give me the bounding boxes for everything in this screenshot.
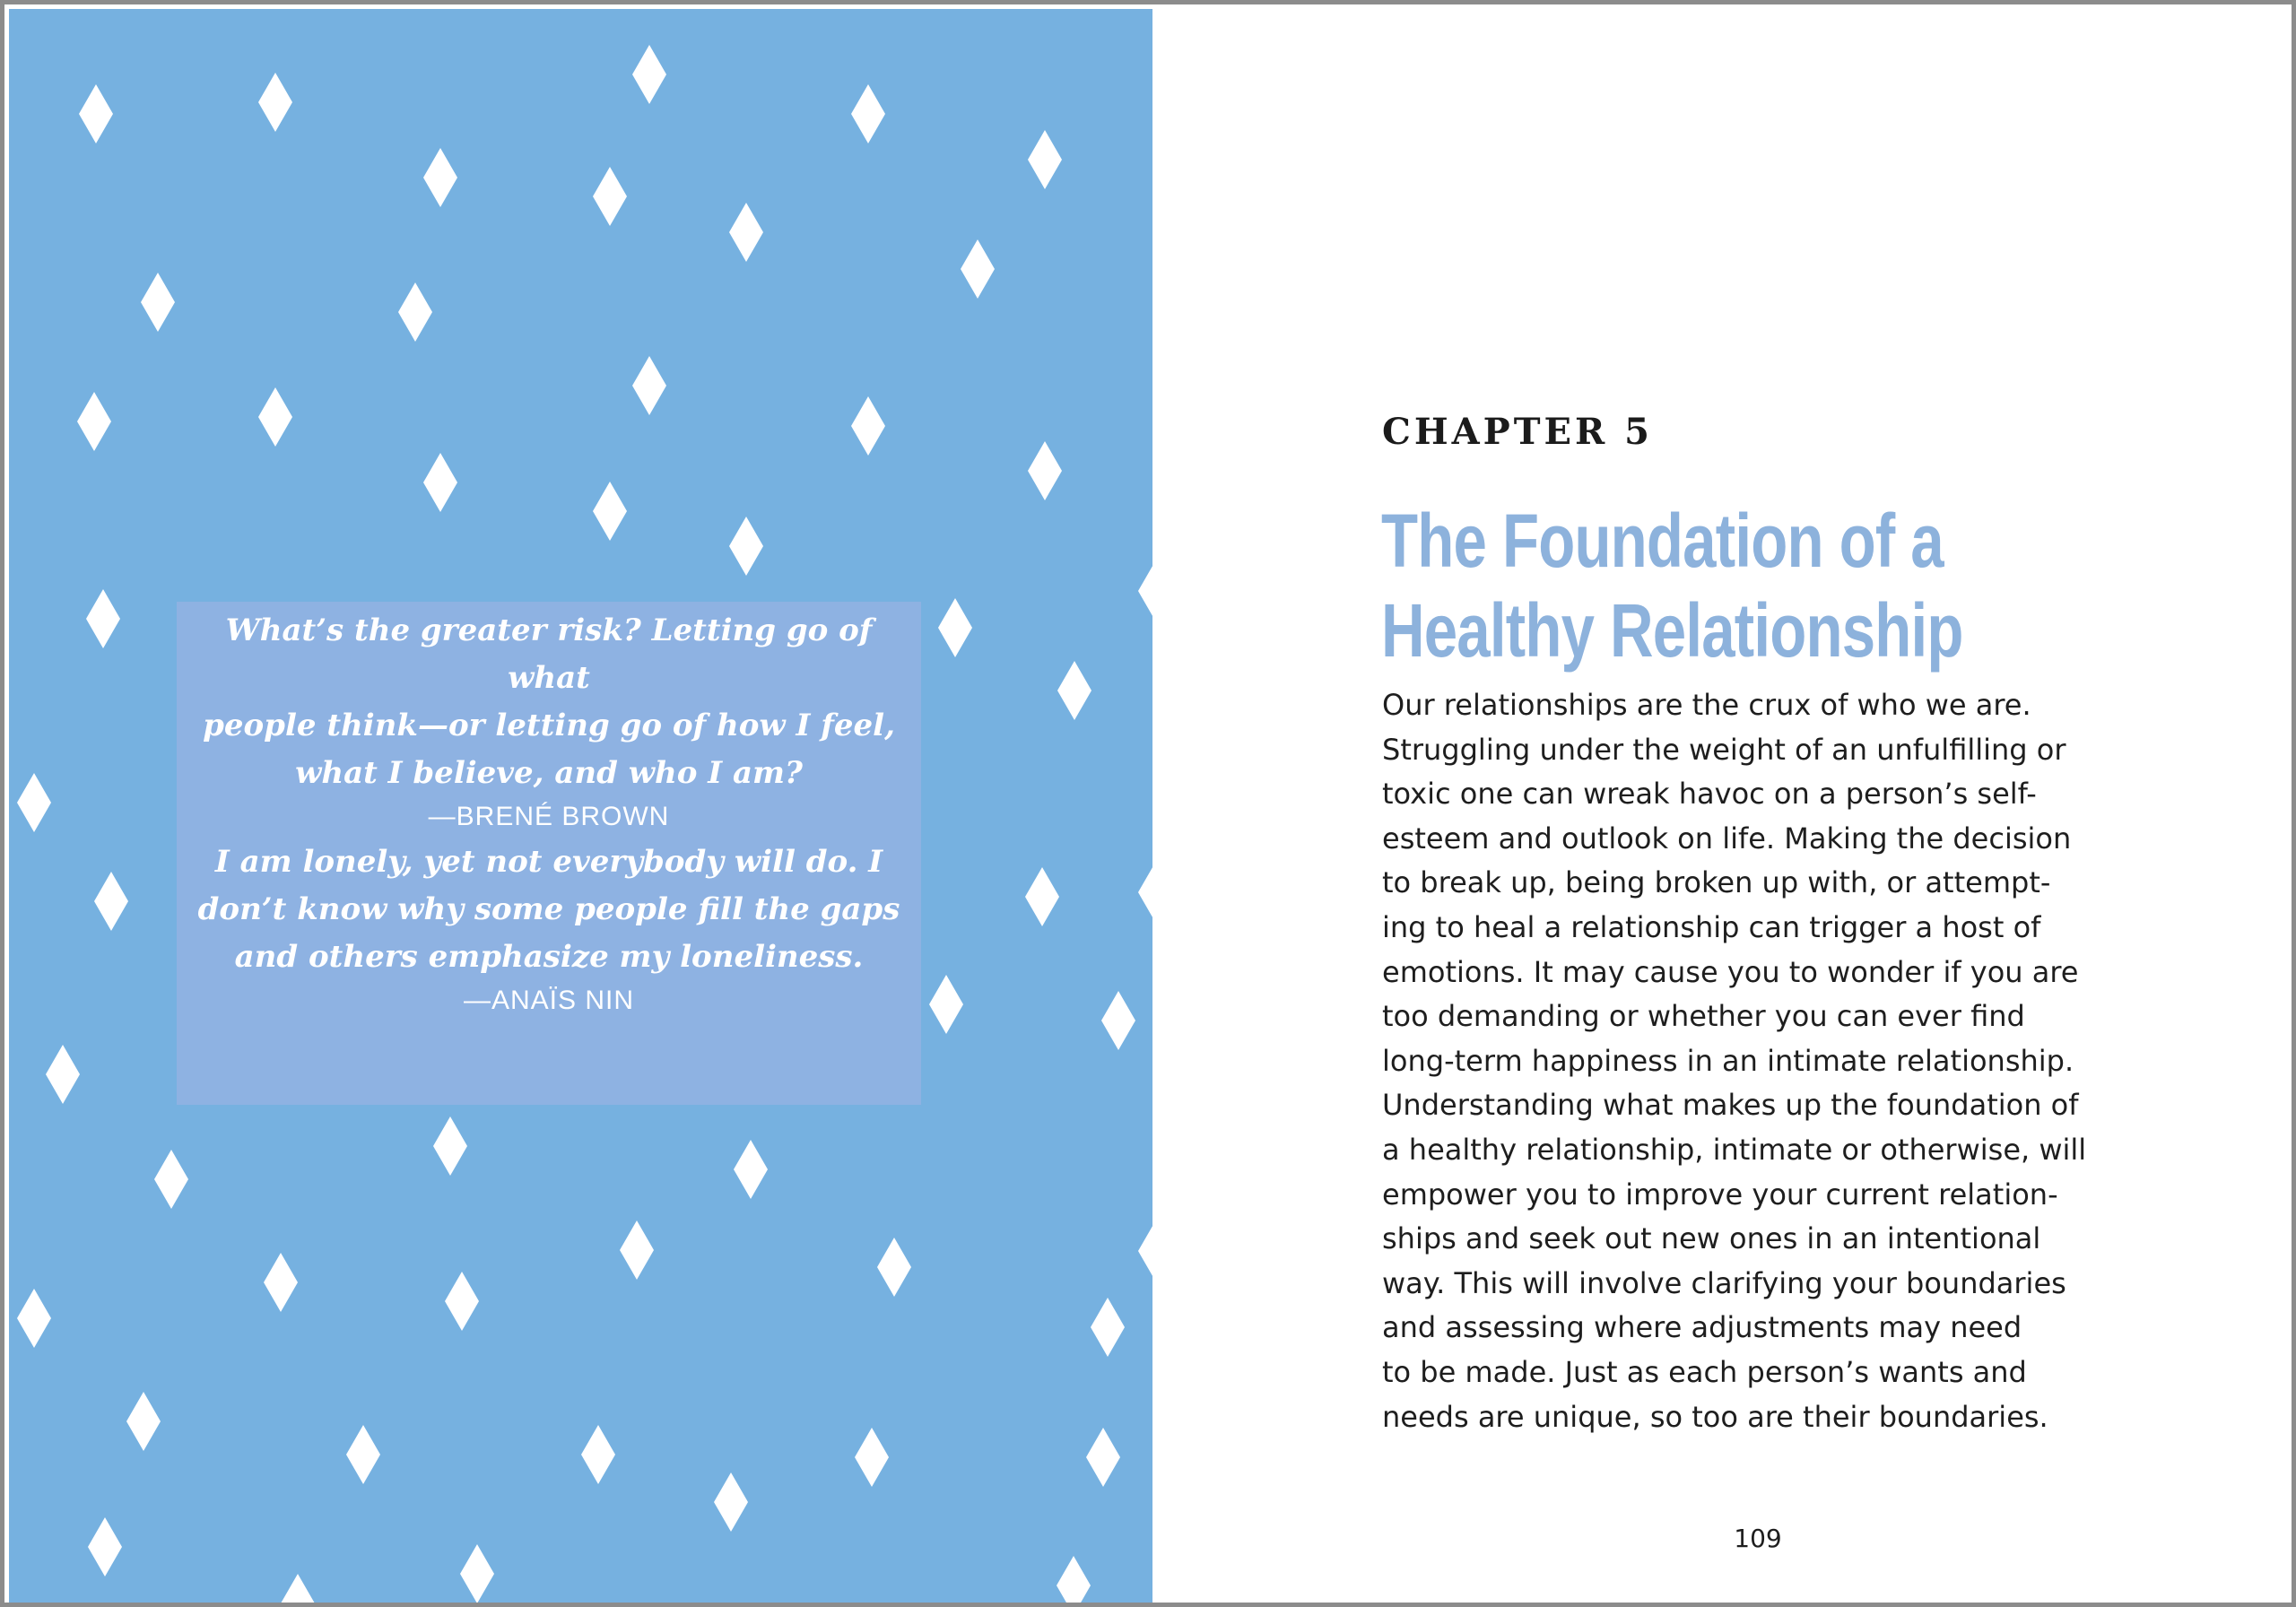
quote-attribution: —BRENÉ BROWN bbox=[428, 802, 670, 831]
diamond-icon bbox=[17, 773, 51, 832]
quote-line: don’t know why some people fill the gaps bbox=[197, 891, 900, 927]
diamond-icon bbox=[1138, 863, 1152, 922]
body-line: ing to heal a relationship can trigger a host of bbox=[1382, 909, 2041, 944]
body-line: to be made. Just as each person’s wants and bbox=[1382, 1354, 2027, 1389]
diamond-icon bbox=[126, 1392, 161, 1451]
diamond-icon bbox=[855, 1428, 889, 1487]
diamond-icon bbox=[961, 239, 995, 299]
diamond-icon bbox=[734, 1140, 768, 1199]
title-line: The Foundation of a bbox=[1381, 499, 1944, 583]
quote-line: and others emphasize my loneliness. bbox=[234, 939, 864, 975]
diamond-icon bbox=[86, 589, 120, 648]
diamond-icon bbox=[593, 167, 627, 226]
body-line: too demanding or whether you can ever find bbox=[1382, 999, 2025, 1034]
diamond-icon bbox=[632, 45, 666, 104]
right-page bbox=[1152, 9, 2296, 1607]
diamond-icon bbox=[264, 1253, 298, 1312]
body-line: and assessing where adjustments may need bbox=[1382, 1310, 2022, 1345]
quote-text bbox=[177, 838, 921, 981]
diamond-icon bbox=[1028, 130, 1062, 189]
diamond-icon bbox=[423, 453, 457, 512]
diamond-icon bbox=[1138, 1221, 1152, 1281]
diamond-icon bbox=[433, 1116, 467, 1176]
diamond-icon bbox=[729, 517, 763, 576]
diamond-icon bbox=[46, 1045, 80, 1104]
body-line: Our relationships are the crux of who we are. bbox=[1382, 688, 2031, 722]
diamond-icon bbox=[346, 1425, 380, 1484]
diamond-icon bbox=[714, 1472, 748, 1532]
diamond-icon bbox=[1057, 1556, 1091, 1607]
title-line: Healthy Relationship bbox=[1381, 588, 1963, 673]
diamond-icon bbox=[258, 387, 292, 447]
quote-line: What’s the greater risk? Letting go of what bbox=[225, 612, 873, 696]
diamond-icon bbox=[729, 203, 763, 262]
diamond-icon bbox=[94, 872, 128, 931]
body-line: empower you to improve your current relation- bbox=[1382, 1177, 2058, 1212]
diamond-icon bbox=[1086, 1428, 1120, 1487]
diamond-icon bbox=[632, 356, 666, 415]
diamond-icon bbox=[88, 1517, 122, 1577]
page-number: 109 bbox=[1734, 1524, 1782, 1553]
diamond-icon bbox=[593, 482, 627, 541]
quote-line: people think—or letting go of how I feel, bbox=[203, 708, 895, 743]
body-line: esteem and outlook on life. Making the decision bbox=[1382, 821, 2072, 856]
diamond-icon bbox=[581, 1425, 615, 1484]
quote-block bbox=[177, 838, 921, 1019]
diamond-icon bbox=[851, 396, 885, 456]
diamond-icon bbox=[929, 975, 963, 1034]
quote-block bbox=[177, 607, 921, 835]
quote-text bbox=[177, 607, 921, 797]
diamond-icon bbox=[154, 1150, 188, 1209]
chapter-label: CHAPTER 5 bbox=[1382, 411, 1653, 453]
diamond-icon bbox=[445, 1272, 479, 1331]
body-line: ships and seek out new ones in an intentional bbox=[1382, 1221, 2041, 1256]
quote-attribution: —ANAÏS NIN bbox=[463, 986, 635, 1015]
diamond-icon bbox=[877, 1238, 911, 1297]
quote-box bbox=[177, 602, 921, 1105]
diamond-icon bbox=[398, 282, 432, 342]
diamond-icon bbox=[79, 84, 113, 143]
body-line: emotions. It may cause you to wonder if you are bbox=[1382, 954, 2079, 989]
body-line: Struggling under the weight of an unfulfilling or bbox=[1382, 732, 2066, 767]
body-line: long-term happiness in an intimate relationship. bbox=[1382, 1043, 2074, 1078]
diamond-icon bbox=[1028, 441, 1062, 500]
diamond-icon bbox=[1025, 867, 1059, 926]
chapter-title bbox=[1381, 496, 2027, 675]
diamond-icon bbox=[17, 1289, 51, 1348]
diamond-icon bbox=[1101, 991, 1135, 1050]
body-line: a healthy relationship, intimate or otherwise, will bbox=[1382, 1132, 2087, 1167]
diamond-icon bbox=[460, 1544, 494, 1603]
body-paragraph bbox=[1382, 683, 2144, 1439]
diamond-icon bbox=[141, 273, 175, 332]
diamond-icon bbox=[851, 84, 885, 143]
diamond-icon bbox=[258, 73, 292, 132]
body-line: Understanding what makes up the foundation of bbox=[1382, 1088, 2079, 1123]
diamond-icon bbox=[1138, 561, 1152, 621]
diamond-icon bbox=[1057, 661, 1091, 720]
diamond-icon bbox=[1091, 1298, 1125, 1357]
body-line: needs are unique, so too are their boundaries. bbox=[1382, 1399, 2048, 1434]
diamond-icon bbox=[620, 1220, 654, 1280]
quote-line: I am lonely, yet not everybody will do. I bbox=[214, 844, 883, 880]
quote-line: what I believe, and who I am? bbox=[295, 755, 803, 791]
body-line: to break up, being broken up with, or attempt- bbox=[1382, 865, 2051, 900]
diamond-icon bbox=[281, 1574, 315, 1607]
body-line: way. This will involve clarifying your boundaries bbox=[1382, 1265, 2066, 1300]
diamond-icon bbox=[938, 598, 972, 657]
diamond-icon bbox=[77, 392, 111, 451]
left-page bbox=[9, 9, 1152, 1607]
diamond-icon bbox=[423, 148, 457, 207]
body-line: toxic one can wreak havoc on a person’s self- bbox=[1382, 777, 2037, 812]
